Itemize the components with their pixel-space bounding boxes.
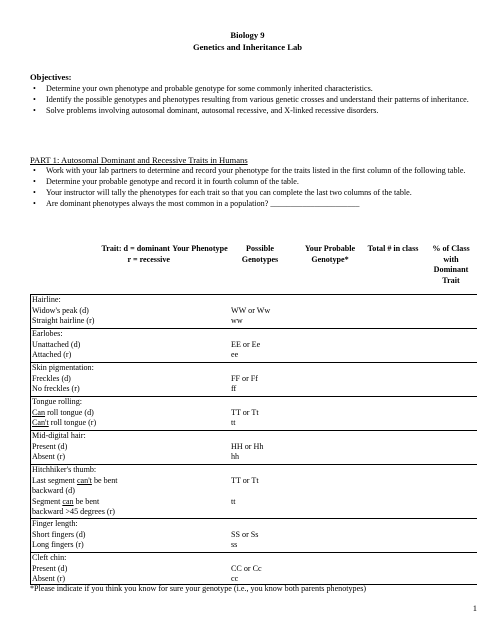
header-trait — [30, 244, 170, 265]
trait-cell — [32, 397, 202, 429]
underlined-word: can't — [76, 475, 92, 485]
trait-cell — [32, 553, 202, 585]
genotype-dominant: EE or Ee — [231, 339, 261, 349]
part1-instructions — [30, 166, 470, 210]
genotype-recessive: cc — [231, 574, 239, 584]
trait-dominant: Present (d) — [32, 563, 68, 573]
genotype-cell — [231, 553, 291, 585]
trait-recessive: Long fingers (r) — [32, 540, 84, 550]
instruction-item: • Your instructor will tally the phenotypes for each trait so that you can complete the last two columns of the table. — [30, 188, 470, 199]
genotype-recessive: ee — [231, 350, 239, 360]
trait-recessive-cont: backward >45 degrees (r) — [32, 507, 115, 517]
trait-cell — [32, 465, 202, 518]
genotype-dominant: WW or Ww — [231, 305, 271, 315]
trait-dominant: Freckles (d) — [32, 373, 71, 383]
trait-dominant: Present (d) — [32, 441, 68, 451]
trait-text: be bent — [73, 496, 100, 506]
genotype-recessive: tt — [231, 418, 236, 428]
trait-recessive: No freckles (r) — [32, 384, 80, 394]
trait-text: roll tongue (d) — [45, 407, 94, 417]
trait-name: Earlobes: — [32, 329, 63, 338]
trait-name: Mid-digital hair: — [32, 431, 86, 440]
objectives-list — [30, 84, 470, 117]
header-phenotype: Your Phenotype — [172, 244, 228, 253]
trait-dominant-cont: backward (d) — [32, 486, 75, 496]
genotype-cell — [231, 465, 291, 507]
trait-recessive: Straight hairline (r) — [32, 316, 95, 326]
header-trait-line1: Trait: d = dominant — [101, 244, 170, 253]
instruction-item: • Work with your lab partners to determine and record your phenotype for the traits listed in the first column of the following table. — [30, 166, 470, 177]
trait-recessive — [32, 497, 202, 508]
trait-text: roll tongue (r) — [48, 418, 97, 428]
objective-item: • Identify the possible genotypes and phenotypes resulting from various genetic crosses and understand their patterns of inheritance. — [30, 95, 470, 106]
trait-dominant: Short fingers (d) — [32, 529, 86, 539]
genotype-dominant: HH or Hh — [231, 441, 264, 451]
genotype-cell — [231, 397, 291, 429]
genotype-dominant: CC or Cc — [231, 563, 262, 573]
genotype-cell — [231, 519, 291, 551]
genotype-cell — [231, 329, 291, 361]
trait-cell — [32, 519, 202, 551]
table-border — [30, 294, 31, 584]
trait-text: Last segment — [32, 475, 77, 485]
underlined-word: can — [62, 496, 74, 506]
genotype-cell — [231, 295, 291, 327]
trait-cell — [32, 363, 202, 395]
trait-recessive: Absent (r) — [32, 574, 66, 584]
instruction-item: • Are dominant phenotypes always the most common in a population? ______________________ — [30, 199, 470, 210]
genotype-recessive: ww — [231, 316, 243, 326]
trait-name: Finger length: — [32, 519, 78, 528]
trait-recessive — [32, 418, 202, 429]
genotype-recessive: ff — [231, 384, 237, 394]
genotype-recessive: tt — [231, 496, 236, 506]
trait-cell — [32, 329, 202, 361]
genotype-dominant: TT or Tt — [231, 407, 259, 417]
trait-dominant: Unattached (d) — [32, 339, 81, 349]
trait-name: Hairline: — [32, 295, 61, 304]
page-number: 1 — [472, 603, 477, 613]
genotype-dominant: TT or Tt — [231, 475, 259, 485]
genotype-recessive: hh — [231, 452, 240, 462]
trait-dominant — [32, 408, 202, 419]
genotype-recessive: ss — [231, 540, 238, 550]
trait-dominant — [32, 476, 202, 487]
table-header — [30, 244, 477, 294]
trait-cell — [32, 295, 202, 327]
genotype-dominant: FF or Ff — [231, 373, 258, 383]
genotype-cell — [231, 431, 291, 463]
genotype-cell — [231, 363, 291, 395]
header-possible: Possible Genotypes — [241, 244, 279, 264]
trait-recessive: Absent (r) — [32, 452, 66, 462]
header-total: Total # in class — [367, 244, 419, 253]
objectives-heading: Objectives: — [30, 72, 72, 82]
trait-name: Tongue rolling: — [32, 397, 83, 406]
underlined-word: Can — [32, 407, 46, 417]
trait-dominant: Widow's peak (d) — [32, 305, 89, 315]
traits-table — [30, 244, 477, 584]
objective-item: • Determine your own phenotype and probable genotype for some commonly inherited characteristics. — [30, 84, 470, 95]
trait-recessive: Attached (r) — [32, 350, 72, 360]
part1-heading: PART 1: Autosomal Dominant and Recessive Traits in Humans — [30, 155, 248, 165]
objective-item: • Solve problems involving autosomal dominant, autosomal recessive, and X-linked recessive disorders. — [30, 106, 470, 117]
instruction-item: • Determine your probable genotype and record it in fourth column of the table. — [30, 177, 470, 188]
trait-name: Cleft chin: — [32, 553, 67, 562]
footnote: *Please indicate if you think you know for sure your genotype (i.e., you know both parents phenotypes) — [30, 584, 367, 593]
header-trait-line2: r = recessive — [127, 254, 170, 264]
lab-title: Genetics and Inheritance Lab — [192, 42, 303, 52]
header-probable: Your Probable Genotype* — [304, 244, 356, 264]
trait-cell — [32, 431, 202, 463]
header-percent: % of Class with Dominant Trait — [432, 244, 470, 285]
trait-name: Hitchhiker's thumb: — [32, 465, 97, 474]
trait-text: be bent — [91, 475, 118, 485]
trait-name: Skin pigmentation: — [32, 363, 94, 372]
underlined-word: Can't — [32, 418, 49, 428]
genotype-dominant: SS or Ss — [231, 529, 259, 539]
course-title: Biology 9 — [230, 30, 265, 40]
trait-text: Segment — [32, 496, 63, 506]
